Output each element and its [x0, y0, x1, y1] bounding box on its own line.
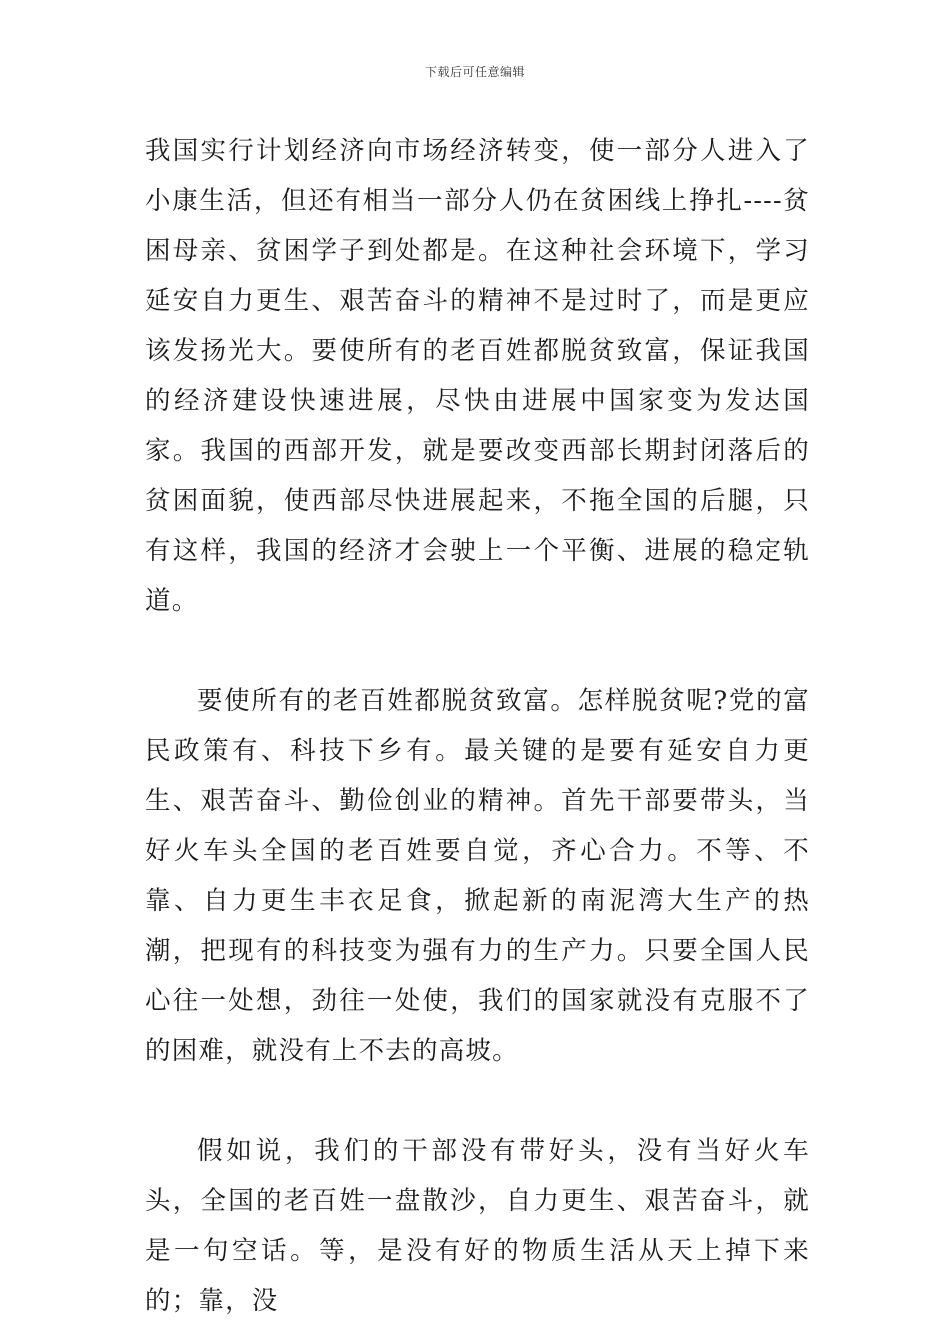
paragraph-3: 假如说，我们的干部没有带好头，没有当好火车头，全国的老百姓一盘散沙，自力更生、艰苦奋斗，就是一句空话。等，是没有好的物质生活从天上掉下来的；靠，没: [145, 1136, 810, 1316]
page-header-note: 下载后可任意编辑: [424, 65, 525, 79]
paragraph-1: 我国实行计划经济向市场经济转变，使一部分人进入了小康生活，但还有相当一部分人仍在贫困线上挣扎----贫困母亲、贫困学子到处都是。在这种社会环境下，学习延安自力更生、艰苦奋斗的精神不是过时了，而是更应该发扬光大。要使所有的老百姓都脱贫致富，保证我国的经济建设快速进展，尽快由进展中国家变为发达国家。我国的西部开发，就是要改变西部长期封闭落后的贫困面貌，使西部尽快进展起来，不拖全国的后腿，只有这样，我国的经济才会驶上一个平衡、进展的稳定轨道。: [145, 136, 810, 616]
document-body: [145, 126, 810, 1326]
paragraph-2: 要使所有的老百姓都脱贫致富。怎样脱贫呢?党的富民政策有、科技下乡有。最关键的是要有延安自力更生、艰苦奋斗、勤俭创业的精神。首先干部要带头，当好火车头全国的老百姓要自觉，齐心合力。不等、不靠、自力更生丰衣足食，掀起新的南泥湾大生产的热潮，把现有的科技变为强有力的生产力。只要全国人民心往一处想，劲往一处使，我们的国家就没有克服不了的困难，就没有上不去的高坡。: [145, 686, 810, 1066]
